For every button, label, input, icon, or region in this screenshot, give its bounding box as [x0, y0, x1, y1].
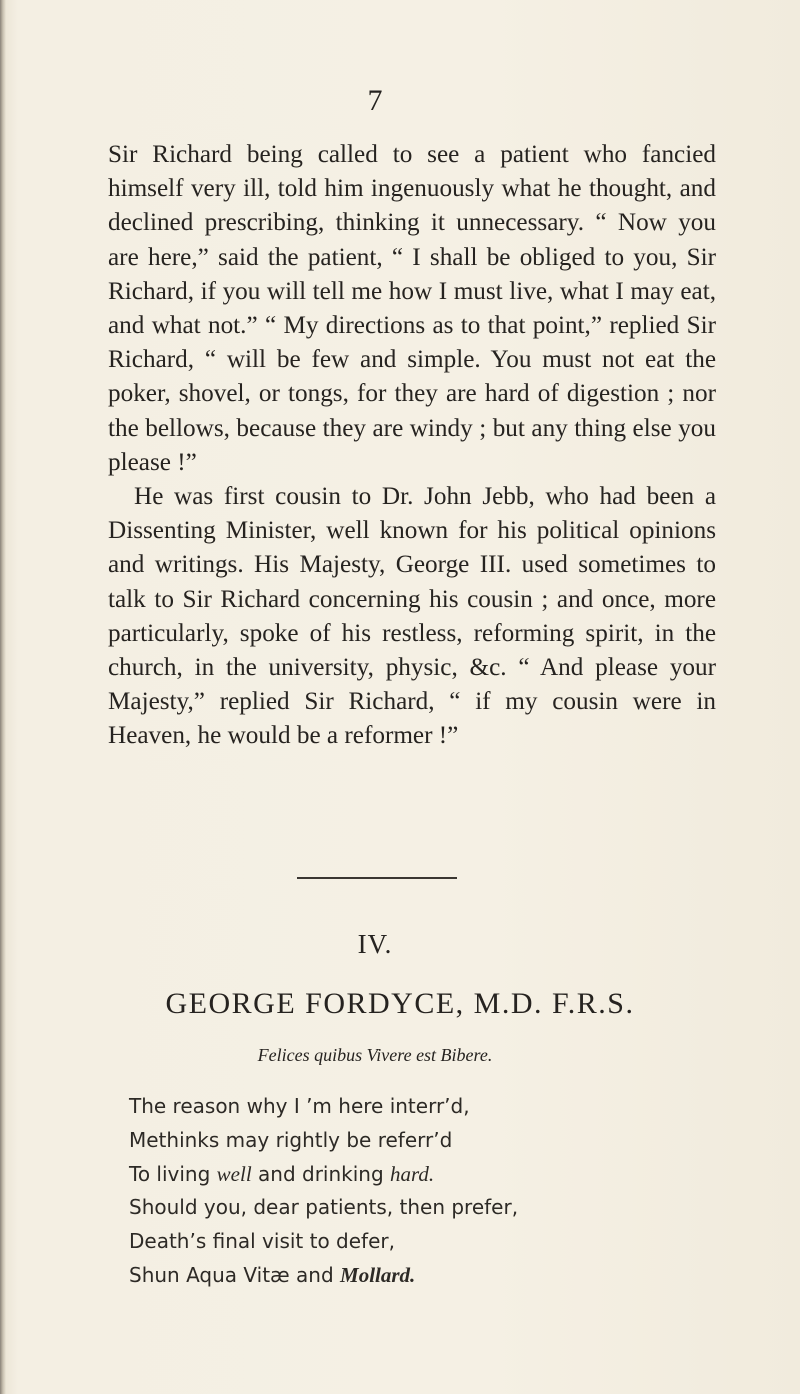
verse-line-3-start: To living: [129, 1161, 217, 1186]
verse-line-6: [129, 1259, 689, 1293]
page-binding-edge: [0, 0, 6, 1394]
epitaph-verse: [129, 1090, 689, 1293]
verse-line-3-mid: and drinking: [251, 1161, 391, 1186]
verse-emphasis-hard: hard.: [390, 1161, 435, 1186]
section-divider: [297, 877, 457, 879]
verse-line-4: Should you, dear patients, then prefer,: [129, 1195, 519, 1220]
verse-line-3: [129, 1158, 689, 1192]
verse-emphasis-well: well: [216, 1161, 252, 1186]
prose-body: [108, 138, 716, 754]
verse-line-5: Death’s final visit to defer,: [129, 1229, 395, 1254]
section-number: IV.: [357, 929, 393, 959]
paragraph-jebb-cousin: He was first cousin to Dr. John Jebb, who had been a Dissenting Minister, well known for his political opinions and writings. His Majesty, George III. used sometimes to talk to Sir Richard concerning his cousin ; and once, more particularly, spoke of his restless, reforming spirit, in the church, in the university, physic, &c. “ And please your Majesty,” replied Sir Richard, “ if my cousin were in Heaven, he would be a reformer !”: [108, 483, 716, 750]
section-motto: Felices quibus Vivere est Bibere.: [257, 1045, 493, 1065]
verse-line-1: The reason why I ’m here interr’d,: [129, 1094, 470, 1118]
paragraph-sir-richard-patient: Sir Richard being called to see a patient who fancied himself very ill, told him ingenuously what he thought, and declined prescribing, thinking it unnecessary. “ Now you are here,” said the patient, “ I shall be obliged to you, Sir Richard, if you will tell me how I must live, what I may eat, and what not.” “ My directions as to that point,” replied Sir Richard, “ will be few and simple. You must not eat the poker, shovel, or tongs, for they are hard of digestion ; nor the bellows, because they are windy ; but any thing else you please !”: [108, 141, 716, 476]
section-heading: GEORGE FORDYCE, M.D. F.R.S.: [165, 987, 635, 1020]
verse-line-6-start: Shun Aqua Vitæ and: [129, 1262, 341, 1287]
verse-line-2: Methinks may rightly be referr’d: [129, 1127, 453, 1152]
verse-emphasis-mollard: Mollard.: [340, 1262, 416, 1287]
page-number: 7: [367, 84, 383, 117]
